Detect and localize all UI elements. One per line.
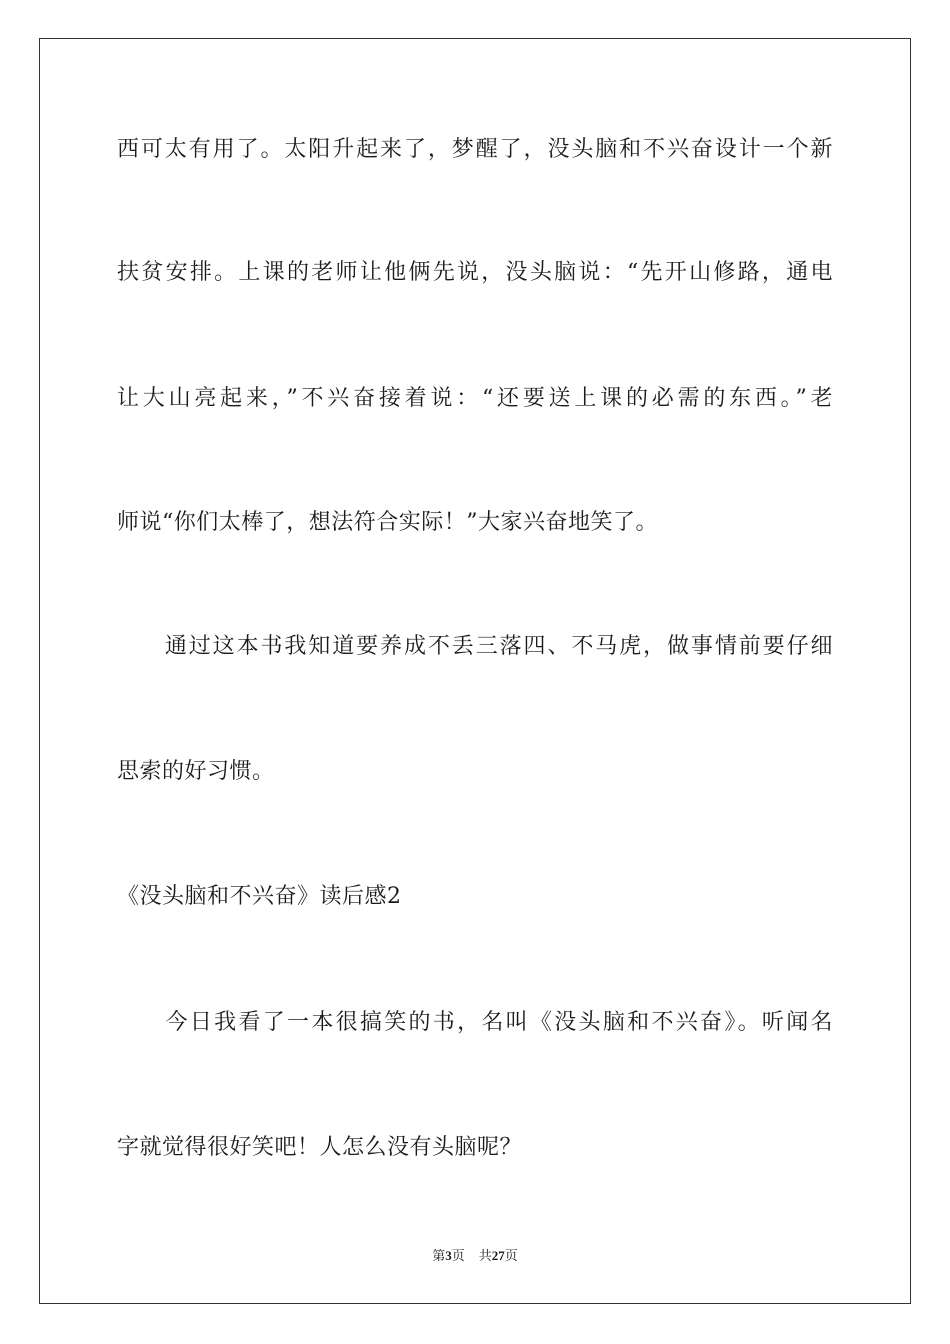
total-suffix: 页 [504, 1249, 518, 1264]
total-pages-number: 27 [491, 1248, 505, 1263]
page-prefix: 第 [432, 1249, 446, 1264]
total-prefix: 共 [478, 1249, 492, 1264]
body-line-7: 今日我看了一本很搞笑的书，名叫《没头脑和不兴奋》。听闻名 [117, 1010, 833, 1035]
body-line-3: 让大山亮起来，”不兴奋接着说：“还要送上课的必需的东西。”老 [117, 386, 833, 411]
body-line-6: 思索的好习惯。 [117, 759, 275, 784]
body-line-5: 通过这本书我知道要养成不丢三落四、不马虎，做事情前要仔细 [117, 634, 833, 659]
body-line-2: 扶贫安排。上课的老师让他俩先说，没头脑说：“先开山修路，通电 [117, 260, 833, 285]
page-suffix: 页 [451, 1249, 465, 1264]
body-line-4: 师说“你们太棒了，想法符合实际！”大家兴奋地笑了。 [117, 510, 658, 535]
page-footer [0, 1247, 950, 1266]
body-line-1: 西可太有用了。太阳升起来了，梦醒了，没头脑和不兴奋设计一个新 [117, 137, 833, 162]
section-heading: 《没头脑和不兴奋》读后感2 [117, 884, 402, 909]
current-page-number: 3 [445, 1248, 452, 1263]
body-line-8: 字就觉得很好笑吧！人怎么没有头脑呢？ [117, 1135, 523, 1160]
page-frame [39, 38, 911, 1304]
